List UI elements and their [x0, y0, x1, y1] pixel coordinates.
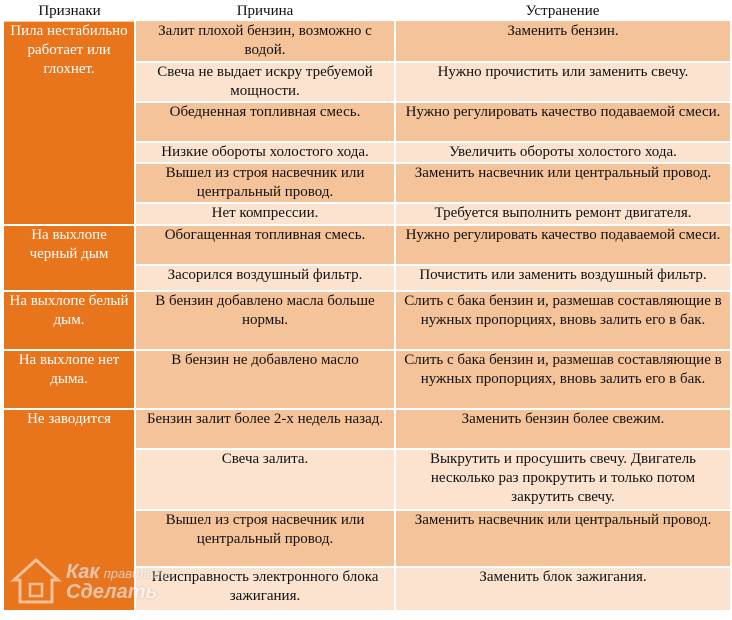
fix-cell: Требуется выполнить ремонт двигателя. [395, 203, 730, 225]
watermark-line2: Сделать [66, 580, 158, 603]
cause-cell: В бензин добавлено масла больше нормы. [135, 291, 395, 350]
cause-cell: Засорился воздушный фильтр. [135, 265, 395, 291]
cause-cell: Залит плохой бензин, возможно с водой. [135, 22, 395, 62]
cause-cell: В бензин не добавлено масло [135, 350, 395, 409]
symptom-cell: Не заводится [4, 409, 135, 611]
cause-cell: Вышел из строя насвечник или центральный провод. [135, 510, 395, 567]
cause-cell: Обогащенная топливная смесь. [135, 225, 395, 265]
fix-cell: Слить с бака бензин и, размешав составляющие в нужных пропорциях, вновь залить его в бак. [395, 291, 730, 350]
cause-cell: Свеча залита. [135, 449, 395, 510]
troubleshooting-table [4, 2, 730, 612]
cause-cell: Низкие обороты холостого хода. [135, 142, 395, 163]
cause-cell: Бензин залит более 2-х недель назад. [135, 409, 395, 449]
cause-cell: Обедненная топливная смесь. [135, 102, 395, 142]
header-fix: Устранение [395, 2, 730, 22]
cause-cell: Свеча не выдает искру требуемой мощности. [135, 62, 395, 102]
header-symptoms: Признаки [4, 2, 135, 22]
header-cause: Причина [135, 2, 395, 22]
table-row [4, 350, 730, 409]
cause-cell: Неисправность электронного блока зажигания. [135, 567, 395, 611]
fix-cell: Почистить или заменить воздушный фильтр. [395, 265, 730, 291]
table-row [4, 291, 730, 350]
table-row [4, 225, 730, 265]
watermark-small: правильно [103, 565, 168, 581]
fix-cell: Выкрутить и просушить свечу. Двигатель несколько раз прокрутить и только потом закрутить свечу. [395, 449, 730, 510]
symptom-cell: На выхлопе белый дым. [4, 291, 135, 350]
table-row [4, 22, 730, 62]
watermark-line1: Как [66, 560, 100, 583]
fix-cell: Заменить бензин. [395, 22, 730, 62]
fix-cell: Заменить насвечник или центральный провод. [395, 510, 730, 567]
fix-cell: Слить с бака бензин и, размешав составляющие в нужных пропорциях, вновь залить его в бак. [395, 350, 730, 409]
symptom-cell: На выхлопе черный дым [4, 225, 135, 291]
header-row [4, 2, 730, 22]
symptom-cell: На выхлопе нет дыма. [4, 350, 135, 409]
fix-cell: Нужно прочистить или заменить свечу. [395, 62, 730, 102]
fix-cell: Заменить бензин более свежим. [395, 409, 730, 449]
fix-cell: Заменить блок зажигания. [395, 567, 730, 611]
fix-cell: Нужно регулировать качество подаваемой смеси. [395, 102, 730, 142]
fix-cell: Заменить насвечник или центральный провод. [395, 163, 730, 203]
cause-cell: Вышел из строя насвечник или центральный провод. [135, 163, 395, 203]
fix-cell: Нужно регулировать качество подаваемой смеси. [395, 225, 730, 265]
cause-cell: Нет компрессии. [135, 203, 395, 225]
fix-cell: Увеличить обороты холостого хода. [395, 142, 730, 163]
table-row [4, 409, 730, 449]
symptom-cell: Пила нестабильно работает или глохнет. [4, 22, 135, 225]
